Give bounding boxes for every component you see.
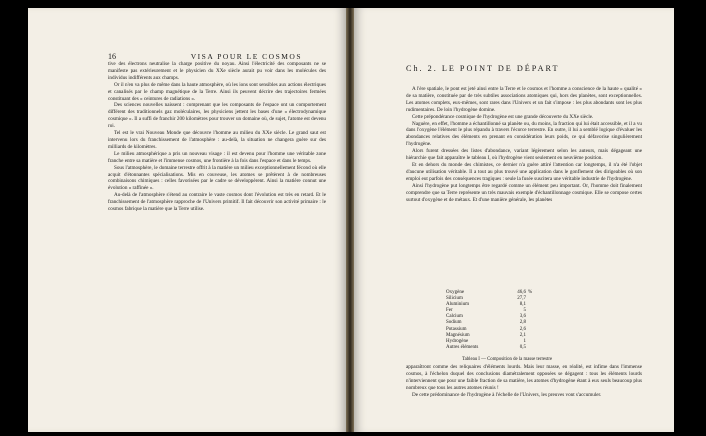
- paragraph: Naguère, en effet, l'homme a échantillonné sa planète ou, du moins, la fraction qui lui était accessible, et il a vu dans l'oxygène l'élément le plus répandu à travers l'écorce terrestre. En outre, il lui a semblé logique d'évaluer les abondances relatives des éléments en prenant en considération leurs poids, ce qui défavorise singulièrement l'hydrogène.: [406, 120, 642, 148]
- paragraph: Alors furent dressées des listes d'abondance, variant légèrement selon les auteurs, mais dégageant une hiérarchie que fait apparaître le tableau I, où l'hydrogène vient seulement en neuvième position.: [406, 148, 642, 162]
- page-number: 16: [108, 52, 116, 61]
- table-element: Magnésium: [446, 332, 470, 338]
- paragraph: Tel est le vrai Nouveau Monde que découvre l'homme au milieu du XXe siècle. Le grand saut est intervenu lors du franchissement de l'atmosphère : au-delà, la situation ne changera guère sur des milliards de kilomètres.: [108, 130, 326, 150]
- table-unit: %: [528, 290, 533, 295]
- book-gutter: [346, 8, 354, 432]
- table-value: 1: [523, 338, 526, 344]
- table-value: 46,6: [517, 290, 526, 295]
- table-value: 0,5: [519, 344, 526, 350]
- paragraph: tive des électrons neutralise la charge positive du noyau. Ainsi l'électricité des composants ne se manifeste pas extérieurement et le physicien du XXe siècle aurait pu voir dans les molécules des individus indifférents aux champs.: [108, 61, 326, 81]
- table-element: Sodium: [446, 320, 462, 326]
- paragraph: Au-delà de l'atmosphère s'étend au contraire le vaste cosmos dont l'évolution est très en retard. Et le franchissement de l'atmosphère rapproche de l'Univers primitif. Il fait découvrir son activité primaire : le cosmos fabrique la matière que la Terre utilise.: [108, 192, 326, 213]
- table-element: Potassium: [446, 326, 467, 332]
- table-element: Silicium: [446, 296, 463, 302]
- right-page-body-continued: [406, 364, 642, 399]
- paragraph: Des sciences nouvelles naissent : comprenant que les composants de l'espace ont un comportement différent des traditionnels gaz moléculaires, les physiciens jettent les bases d'une « électrodynamique cosmique ». Il a suffi de franchir 200 kilomètres pour trouver un domaine où, de sujet, l'atome est devenu roi.: [108, 102, 326, 130]
- table-value: 3,6: [519, 314, 526, 320]
- left-page: [28, 8, 346, 432]
- paragraph: Or il n'en va plus de même dans la haute atmosphère, où les ions sont sensibles aux actions électriques et canalisés par le champ magnétique de la Terre. Ainsi ils peuvent décrire des trajectoires fermées constituant des « ceintures de radiations ».: [108, 81, 326, 102]
- paragraph: De cette prédominance de l'hydrogène à l'échelle de l'Univers, les preuves vont s'accumuler.: [412, 391, 602, 398]
- paragraph: Le milieu atmosphérique a pris un nouveau visage : il est devenu pour l'homme une véritable zone franche entre sa matière et l'immense cosmos, une frontière à la fois dans l'espace et dans le temps.: [108, 150, 326, 164]
- composition-table: [446, 290, 538, 351]
- table-value: 27,7: [517, 296, 526, 302]
- table-element: Hydrogène: [446, 338, 469, 344]
- table-element: Oxygène: [446, 290, 465, 295]
- paragraph: Ainsi l'hydrogène put longtemps être regardé comme un élément peu important. Or, l'homme doit finalement comprendre que sa Terre représente un très mauvais exemple d'échantillonnage cosmique. Elle se compose certes surtout d'oxygène et de métaux. Et d'une manière générale, les planètes: [406, 182, 642, 203]
- table-value: 2,1: [519, 332, 526, 338]
- table-value: 8,1: [519, 302, 526, 308]
- paragraph: A l'ère spatiale, le pont est jeté ainsi entre la Terre et le cosmos et l'homme a conscience de la haute « qualité » de sa matière, constituée par de très subtiles associations atomiques qui, hors des planètes, sont exceptionnelles. Les atomes complets, eux-mêmes, sont rares dans l'Univers et un fait s'impose : les plus abondants sont les plus rudimentaires. De loin l'hydrogène domine.: [406, 86, 642, 113]
- left-page-body: [108, 61, 326, 213]
- running-head: VISA POUR LE COSMOS: [190, 52, 302, 61]
- chapter-heading: Ch. 2. LE POINT DE DÉPART: [406, 64, 560, 73]
- table-element: Autres éléments: [446, 344, 479, 350]
- table-value: 5: [523, 308, 526, 314]
- table-element: Aluminium: [446, 302, 470, 308]
- table-element: Calcium: [446, 314, 463, 320]
- paragraph: Cette prépondérance cosmique de l'hydrogène est une grande découverte du XXe siècle.: [412, 113, 594, 120]
- paragraph: Et en dehors du monde des chimistes, ce dernier n'a guère attiré l'attention car longtemps, il n'a été l'objet d'aucune utilisation véritable. Il a tout au plus trouvé une application dans le gonflement des dirigeables où son emploi eut parfois des conséquences tragiques : seule la fusée suscitera une véritable industrie de l'hydrogène.: [406, 161, 642, 182]
- table-value: 2,8: [519, 320, 526, 326]
- table-caption: Tableau I — Composition de la masse terrestre: [462, 357, 553, 362]
- paragraph: Sous l'atmosphère, le domaine terrestre offrit à la matière un milieu exceptionnellement fécond où elle acquit d'étonnantes spécialisations. Mis en couveuse, les atomes se prêtèrent à de nombreuses combinaisons chimiques : celles favorisées par le cadre se développèrent. Ainsi la matière connut une évolution « raffinée ».: [108, 164, 326, 192]
- paragraph: apparaîtront comme des reliquaires d'éléments lourds. Mais leur masse, en réalité, est infime dans l'immense cosmos, à l'échelon duquel des conclusions diamétralement opposées se dégagent : tous les éléments lourds n'interviennent que pour une faible fraction de sa matière, les atomes d'hydrogène étant à eux seuls beaucoup plus nombreux que tous les autres atomes réunis !: [406, 364, 642, 391]
- book-spread: [28, 8, 674, 432]
- table-row: [446, 345, 538, 351]
- right-page: [354, 8, 674, 432]
- right-page-body: [406, 86, 642, 203]
- table-element: Fer: [446, 308, 453, 314]
- table-value: 2,6: [519, 326, 526, 332]
